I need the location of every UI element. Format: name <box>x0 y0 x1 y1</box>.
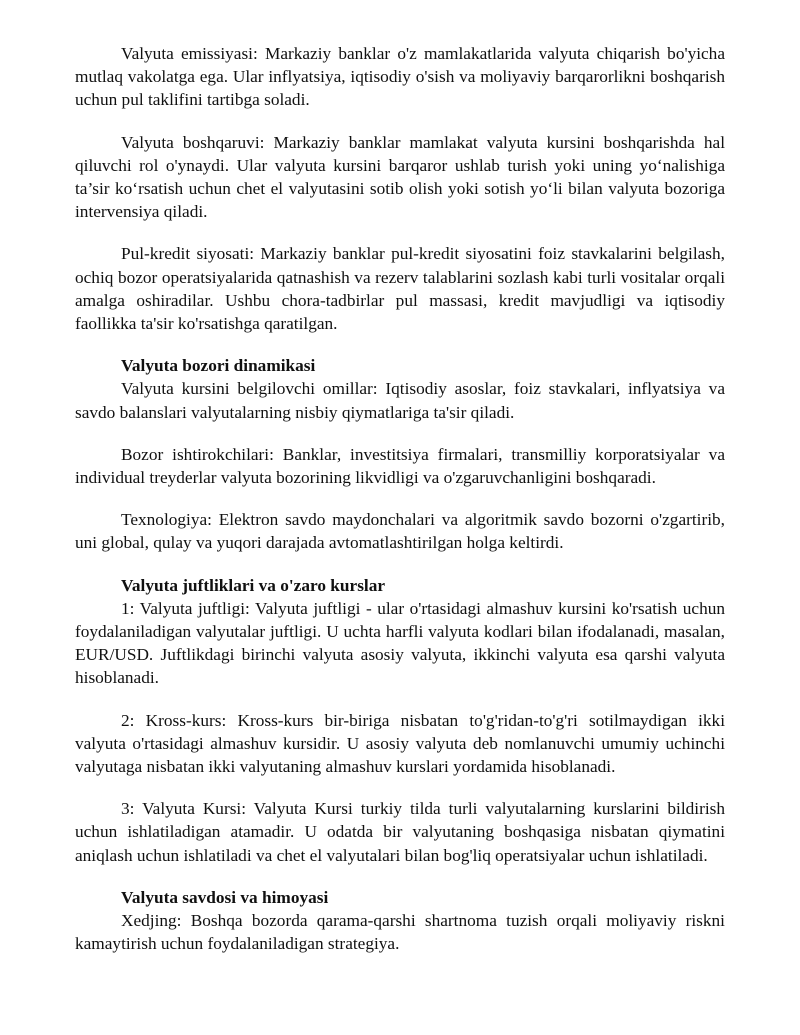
paragraph-cross-rate: 2: Kross-kurs: Kross-kurs bir-biriga nisbatan to'g'ridan-to'g'ri sotilmaydigan ikki valyuta o'rtasidagi almashuv kursidir. U asosiy valyuta deb nomlanuvchi umumiy uchinchi valyutaga nisbatan ikki valyutaning almashuv kurslari yordamida hisoblanadi. <box>75 710 725 777</box>
paragraph-monetary-policy: Pul-kredit siyosati: Markaziy banklar pul-kredit siyosatini foiz stavkalarini belgilash, ochiq bozor operatsiyalarida qatnashish va rezerv talablarini sozlash kabi turli vositalar orqali amalga oshiradilar. Ushbu chora-tadbirlar pul massasi, kredit mavjudligi va iqtisodiy faollikka ta'sir ko'rsatishga qaratilgan. <box>75 244 725 334</box>
paragraph-currency-pair: 1: Valyuta juftligi: Valyuta juftligi - ular o'rtasidagi almashuv kursini ko'rsatish uchun foydalaniladigan valyutalar juftligi. U uchta harfli valyuta kodlari bilan ifodalanadi, masalan, EUR/USD. Juftlikdagi birinchi valyuta asosiy valyuta, ikkinchi valyuta esa qarshi valyuta hisoblanadi. <box>75 598 725 688</box>
heading-market-dynamics: Valyuta bozori dinamikasi <box>121 356 316 376</box>
paragraph-currency-management: Valyuta boshqaruvi: Markaziy banklar mamlakat valyuta kursini boshqarishda hal qiluvchi rol o'ynaydi. Ular valyuta kursini barqaror ushlab turish yoki uning yo‘nalishiga ta’sir ko‘rsatish uchun chet el valyutasini sotib olish yoki sotish yo‘li bilan valyuta bozoriga intervensiya qiladi. <box>75 132 725 222</box>
paragraph-exchange-rate-factors: Valyuta kursini belgilovchi omillar: Iqtisodiy asoslar, foiz stavkalari, inflyatsiya va savdo balanslari valyutalarning nisbiy qiymatlariga ta'sir qiladi. <box>75 379 725 422</box>
document-page <box>75 42 725 975</box>
heading-trading-and-hedging: Valyuta savdosi va himoyasi <box>121 887 329 907</box>
heading-currency-pairs: Valyuta juftliklari va o'zaro kurslar <box>121 575 386 595</box>
paragraph-hedging: Xedjing: Boshqa bozorda qarama-qarshi shartnoma tuzish orqali moliyaviy riskni kamaytirish uchun foydalaniladigan strategiya. <box>75 911 725 954</box>
paragraph-currency-rate: 3: Valyuta Kursi: Valyuta Kursi turkiy tilda turli valyutalarning kurslarini bildirish uchun ishlatiladigan atamadir. U odatda bir valyutaning boshqasiga nisbatan qiymatini aniqlash uchun ishlatiladi va chet el valyutalari bilan bog'liq operatsiyalar uchun ishlatiladi. <box>75 799 725 865</box>
paragraph-technology: Texnologiya: Elektron savdo maydonchalari va algoritmik savdo bozorni o'zgartirib, uni global, qulay va yuqori darajada avtomatlashtirilgan holga keltirdi. <box>75 510 725 553</box>
paragraph-currency-emission: Valyuta emissiyasi: Markaziy banklar o'z mamlakatlarida valyuta chiqarish bo'yicha mutlaq vakolatga ega. Ular inflyatsiya, iqtisodiy o'sish va moliyaviy barqarorlikni boshqarish uchun pul taklifini tartibga soladi. <box>75 44 725 110</box>
paragraph-market-participants: Bozor ishtirokchilari: Banklar, investitsiya firmalari, transmilliy korporatsiyalar va individual treyderlar valyuta bozorining likvidligi va o'zgaruvchanligini boshqaradi. <box>75 444 725 488</box>
